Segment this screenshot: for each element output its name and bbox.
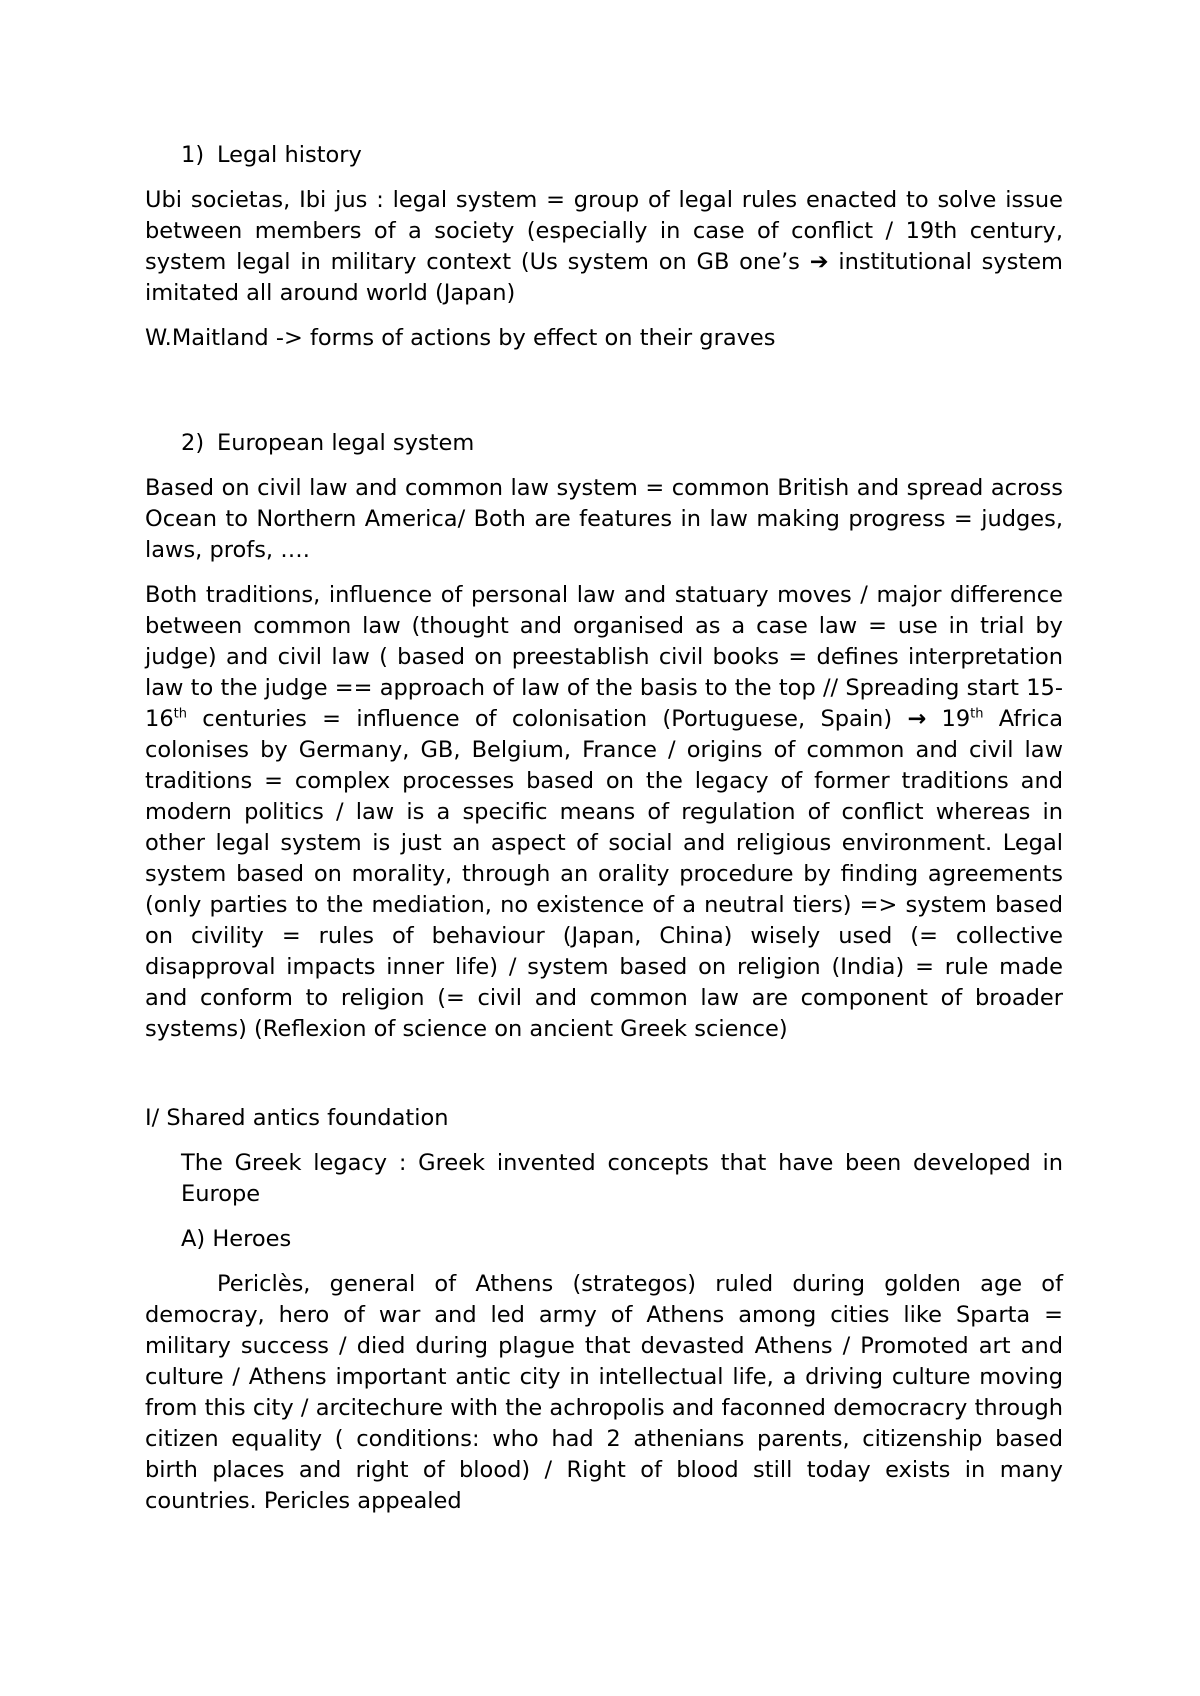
section-number: 1): [181, 142, 205, 168]
section-heading-legal-history: [181, 140, 1063, 171]
section-number: 2): [181, 430, 205, 456]
section-title: Legal history: [217, 142, 362, 168]
spacer: [145, 1059, 1063, 1103]
paragraph-pericles: Periclès, general of Athens (strategos) ruled during golden age of democray, hero of war and led army of Athens among cities like Sparta = military success / died during plague that devasted Athens / Promoted art and culture / Athens important antic city in intellectual life, a driving culture moving from this city / arcitechure with the achropolis and faconned democracry through citizen equality ( conditions: who had 2 athenians parents, citizenship based birth places and right of blood) / Right of blood still today exists in many countries. Pericles appealed: [145, 1271, 1063, 1514]
paragraph-both-traditions: Both traditions, influence of personal law and statuary moves / major difference between common law (thought and organised as a case law = use in trial by judge) and civil law ( based on preestablish civil books = defines interpretation law to the judge == approach of law of the basis to the top // Spreading start 15-16th centuries = influence of colonisation (Portuguese, Spain) → 19th Africa colonises by Germany, GB, Belgium, France / origins of common and civil law traditions = complex processes based on the legacy of former traditions and modern politics / law is a specific means of regulation of conflict whereas in other legal system is just an aspect of social and religious environment. Legal system based on morality, through an orality procedure by finding agreements (only parties to the mediation, no existence of a neutral tiers) => system based on civility = rules of behaviour (Japan, China) wisely used (= collective disapproval impacts inner life) / system based on religion (India) = rule made and conform to religion (= civil and common law are component of broader systems) (Reflexion of science on ancient Greek science): [145, 582, 1063, 1042]
part-heading-shared-antics: I/ Shared antics foundation: [145, 1105, 449, 1131]
right-arrow-icon: →: [907, 706, 927, 732]
paragraph-greek-legacy: The Greek legacy : Greek invented concepts that have been developed in Europe: [181, 1150, 1063, 1207]
paragraph-ubi-societas: Ubi societas, Ibi jus : legal system = group of legal rules enacted to solve issue between members of a society (especially in case of conflict / 19th century, system legal in military context (Us system on GB one’s ➔ institutional system imitated all around world (Japan): [145, 187, 1063, 306]
section-heading-european-legal-system: [181, 428, 1063, 459]
subsection-heading-heroes: A) Heroes: [181, 1226, 292, 1252]
right-arrow-icon: ➔: [809, 249, 829, 275]
document-page: [145, 140, 1063, 1531]
paragraph-civil-common-law: Based on civil law and common law system = common British and spread across Ocean to Northern America/ Both are features in law making progress = judges, laws, profs, ….: [145, 475, 1063, 563]
section-title: European legal system: [217, 430, 475, 456]
paragraph-maitland: W.Maitland -> forms of actions by effect on their graves: [145, 325, 776, 351]
spacer: [145, 368, 1063, 428]
